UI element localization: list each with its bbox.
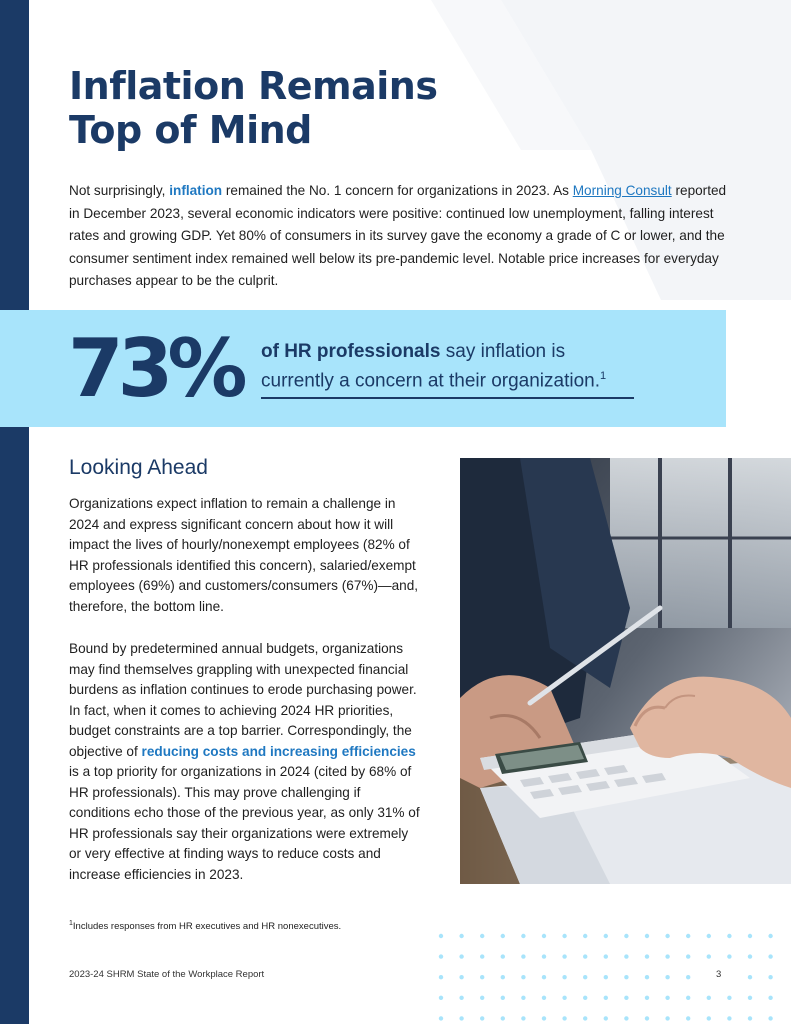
stat-bold-text: of HR professionals: [261, 341, 441, 362]
grid-dot: [624, 996, 628, 1000]
footer-report-title: 2023-24 SHRM State of the Workplace Report: [69, 969, 265, 980]
side-accent-bar: [0, 0, 29, 1024]
grid-dot: [748, 934, 752, 938]
grid-dot: [521, 975, 525, 979]
grid-dot: [604, 975, 608, 979]
calculator-photo: [460, 458, 791, 884]
section-heading: Looking Ahead: [69, 456, 208, 479]
intro-text-2: remained the No. 1 concern for organizations in 2023. As: [222, 183, 573, 198]
grid-dot: [707, 996, 711, 1000]
grid-dot: [501, 934, 505, 938]
grid-dot: [665, 934, 669, 938]
grid-dot: [768, 996, 772, 1000]
grid-dot: [686, 934, 690, 938]
grid-dot: [542, 954, 546, 958]
grid-dot: [727, 996, 731, 1000]
grid-dot: [727, 1016, 731, 1020]
grid-dot: [727, 934, 731, 938]
grid-dot: [501, 1016, 505, 1020]
grid-dot: [665, 1016, 669, 1020]
grid-dot: [459, 934, 463, 938]
grid-dot: [707, 954, 711, 958]
grid-dot: [439, 934, 443, 938]
paragraph2-text-1: Bound by predetermined annual budgets, organizations may find themselves grappling with unexpected financial burdens as inflation continues to erode purchasing power. In fact, when it comes to achieving 2024 HR priorities, budget constraints are a top barrier. Correspondingly, the objective of: [69, 641, 417, 759]
intro-paragraph: [69, 180, 729, 293]
grid-dot: [562, 996, 566, 1000]
grid-dot: [768, 975, 772, 979]
grid-dot: [459, 975, 463, 979]
paragraph2-highlight: reducing costs and increasing efficiencies: [141, 743, 416, 759]
grid-dot: [562, 934, 566, 938]
page-title: [69, 64, 437, 152]
grid-dot: [686, 975, 690, 979]
grid-dot: [480, 996, 484, 1000]
grid-dot: [562, 1016, 566, 1020]
grid-dot: [459, 954, 463, 958]
grid-dot: [542, 975, 546, 979]
page-number: 3: [716, 969, 722, 980]
grid-dot: [665, 954, 669, 958]
grid-dot: [521, 954, 525, 958]
grid-dot: [727, 954, 731, 958]
grid-dot: [665, 996, 669, 1000]
grid-dot: [748, 954, 752, 958]
grid-dot: [624, 954, 628, 958]
grid-dot: [624, 975, 628, 979]
grid-dot: [501, 996, 505, 1000]
footnote-text: Includes responses from HR executives and HR nonexecutives.: [72, 921, 342, 933]
grid-dot: [645, 975, 649, 979]
grid-dot: [645, 1016, 649, 1020]
grid-dot: [604, 1016, 608, 1020]
grid-dot: [768, 934, 772, 938]
grid-dot: [686, 1016, 690, 1020]
grid-dot: [583, 1016, 587, 1020]
grid-dot: [480, 975, 484, 979]
grid-dot: [521, 1016, 525, 1020]
grid-dot: [459, 1016, 463, 1020]
grid-dot: [748, 996, 752, 1000]
grid-dot: [480, 954, 484, 958]
grid-dot: [604, 996, 608, 1000]
stat-description: [261, 340, 641, 393]
stat-value: 73%: [68, 322, 242, 415]
grid-dot: [439, 975, 443, 979]
decorative-dot-grid: [434, 928, 791, 1024]
looking-ahead-paragraph-1: Organizations expect inflation to remain a challenge in 2024 and express significant concern about how it will impact the lives of hourly/nonexempt employees (82% of HR professionals identified this concern), salaried/exempt employees (69%) and customers/consumers (67%)—and, therefore, the bottom line.: [69, 496, 419, 614]
grid-dot: [501, 954, 505, 958]
grid-dot: [768, 1016, 772, 1020]
looking-ahead-paragraph-2: [69, 639, 424, 885]
grid-dot: [583, 975, 587, 979]
title-line-2: Top of Mind: [69, 108, 312, 152]
footnote: [69, 920, 341, 932]
stat-text: say inflation is currently a concern at their organization.: [261, 341, 601, 392]
grid-dot: [686, 954, 690, 958]
grid-dot: [521, 996, 525, 1000]
grid-dot: [665, 975, 669, 979]
grid-dot: [562, 975, 566, 979]
title-line-1: Inflation Remains: [69, 64, 438, 108]
grid-dot: [480, 934, 484, 938]
grid-dot: [645, 954, 649, 958]
grid-dot: [583, 934, 587, 938]
grid-dot: [583, 954, 587, 958]
grid-dot: [604, 954, 608, 958]
grid-dot: [542, 934, 546, 938]
stat-footnote-mark: 1: [600, 370, 607, 382]
footnote-mark: 1: [69, 920, 73, 927]
grid-dot: [748, 975, 752, 979]
grid-dot: [562, 954, 566, 958]
grid-dot: [624, 934, 628, 938]
grid-dot: [707, 934, 711, 938]
grid-dot: [768, 954, 772, 958]
grid-dot: [707, 1016, 711, 1020]
grid-dot: [645, 934, 649, 938]
grid-dot: [542, 1016, 546, 1020]
grid-dot: [748, 1016, 752, 1020]
grid-dot: [583, 996, 587, 1000]
intro-text-3: reported in December 2023, several economic indicators were positive: continued low unemployment, falling interest rates and growing GDP. Yet 80% of consumers in its survey gave the economy a grade of C or lower, and the consumer sentiment index remained well below its pre-pandemic level. Notable price increases for everyday purchases appear to be the culprit.: [69, 183, 727, 288]
paragraph2-text-2: is a top priority for organizations in 2024 (cited by 68% of HR professionals). This may prove challenging if conditions echo those of the previous year, as only 31% of HR professionals say their organizations were extremely or very effective at finding ways to reduce costs and increase efficiencies in 2023.: [69, 764, 420, 882]
grid-dot: [439, 1016, 443, 1020]
morning-consult-link[interactable]: Morning Consult: [572, 183, 672, 198]
grid-dot: [459, 996, 463, 1000]
grid-dot: [624, 1016, 628, 1020]
intro-highlight-inflation: inflation: [169, 183, 223, 198]
stat-underline-rule: [261, 397, 634, 399]
grid-dot: [542, 996, 546, 1000]
grid-dot: [439, 954, 443, 958]
grid-dot: [686, 996, 690, 1000]
grid-dot: [480, 1016, 484, 1020]
grid-dot: [501, 975, 505, 979]
grid-dot: [645, 996, 649, 1000]
grid-dot: [521, 934, 525, 938]
intro-text-1: Not surprisingly,: [69, 183, 170, 198]
grid-dot: [604, 934, 608, 938]
grid-dot: [439, 996, 443, 1000]
